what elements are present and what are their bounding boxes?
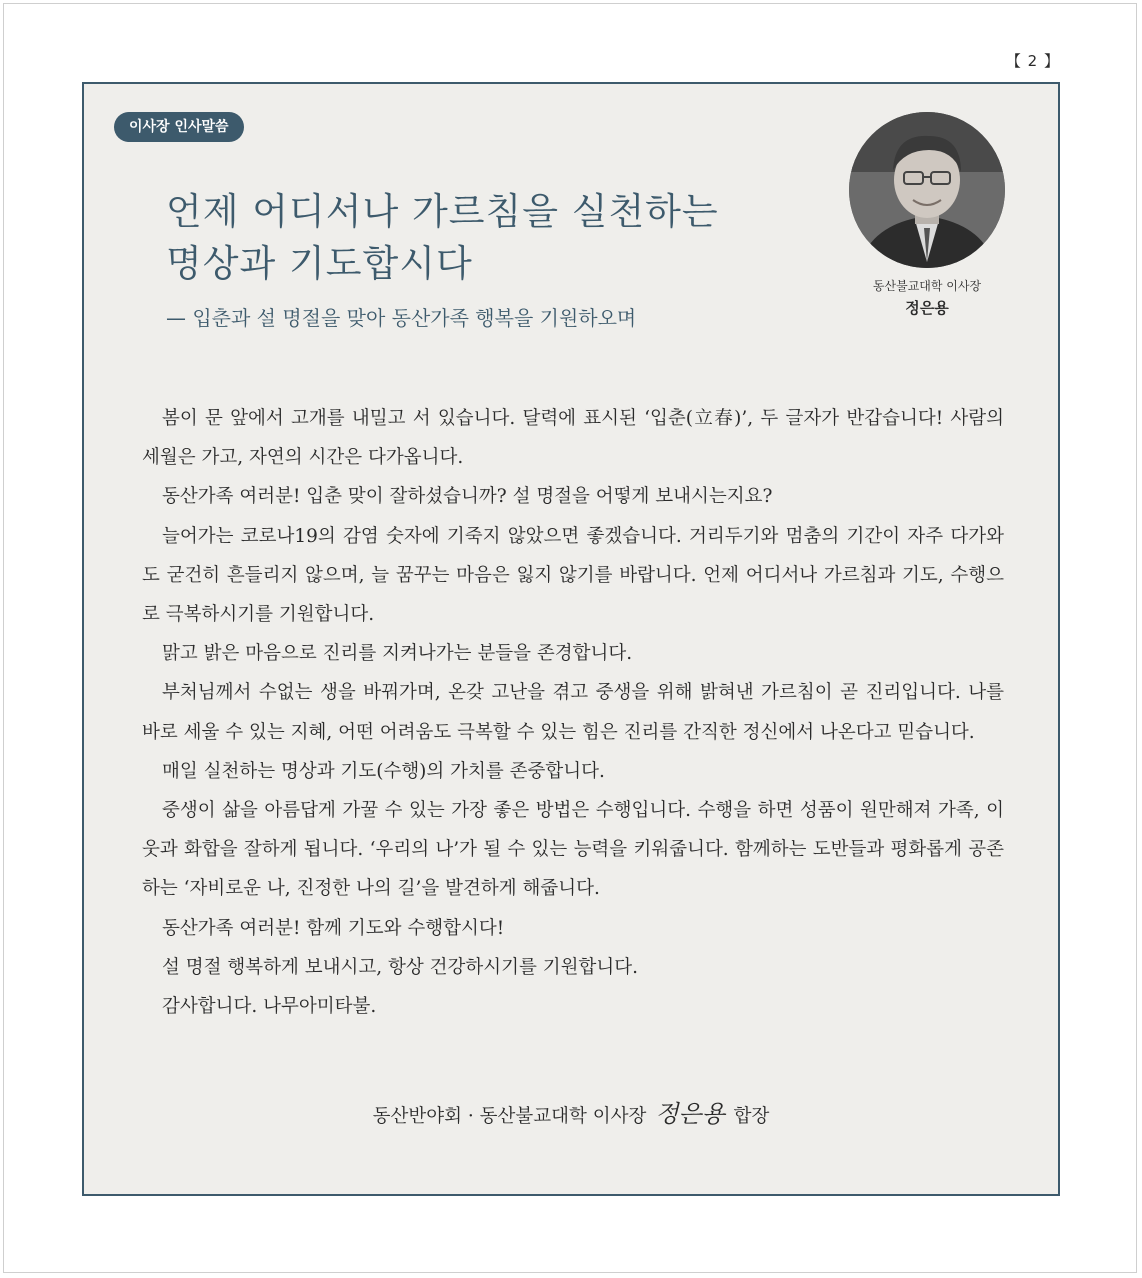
letter-body [142, 399, 1004, 1026]
headline-line-1: 언제 어디서나 가르침을 실천하는 [166, 190, 719, 233]
paragraph: 부처님께서 수없는 생을 바꿔가며, 온갖 고난을 겪고 중생을 위해 밝혀낸 가르침이 곧 진리입니다. 나를 바로 세울 수 있는 지혜, 어떤 어려움도 극복할 수 있는 힘은 진리를 간직한 정신에서 나온다고 믿습니다. [142, 682, 1004, 743]
paragraph: 설 명절 행복하게 보내시고, 항상 건강하시기를 기원합니다. [162, 956, 638, 978]
signoff [84, 1094, 1058, 1129]
caption-role: 동산불교대학 이사장 [872, 279, 982, 293]
headline [166, 186, 806, 290]
signoff-suffix: 합장 [733, 1106, 770, 1127]
signoff-prefix: 동산반야회 · 동산불교대학 이사장 [372, 1106, 647, 1127]
paragraph: 동산가족 여러분! 입춘 맞이 잘하셨습니까? 설 명절을 어떻게 보내시는지요? [162, 486, 773, 508]
paragraph: 매일 실천하는 명상과 기도(수행)의 가치를 존중합니다. [162, 760, 605, 782]
subtitle: — 입춘과 설 명절을 맞아 동산가족 행복을 기원하오며 [166, 306, 637, 330]
paragraph: 늘어가는 코로나19의 감염 숫자에 기죽지 않았으면 좋겠습니다. 거리두기와 멈춤의 기간이 자주 다가와도 굳건히 흔들리지 않으며, 늘 꿈꾸는 마음은 잃지 않기를 바랍니다. 언제 어디서나 가르침과 기도, 수행으로 극복하시기를 기원합니다. [142, 525, 1004, 626]
headline-line-2: 명상과 기도합시다 [166, 242, 473, 285]
paragraph: 맑고 밝은 마음으로 진리를 지켜나가는 분들을 존경합니다. [162, 643, 633, 665]
paragraph: 감사합니다. 나무아미타불. [162, 996, 377, 1018]
paragraph: 동산가족 여러분! 함께 기도와 수행합시다! [162, 917, 505, 939]
portrait-photo [849, 112, 1005, 268]
paragraph: 봄이 문 앞에서 고개를 내밀고 서 있습니다. 달력에 표시된 ‘입춘(立春)’, 두 글자가 반갑습니다! 사람의 세월은 가고, 자연의 시간은 다가옵니다. [142, 408, 1004, 469]
portrait-caption [824, 277, 1030, 318]
paragraph: 중생이 삶을 아름답게 가꿀 수 있는 가장 좋은 방법은 수행입니다. 수행을 하면 성품이 원만해져 가족, 이웃과 화합을 잘하게 됩니다. ‘우리의 나’가 될 수 있는 능력을 키워줍니다. 함께하는 도반들과 평화롭게 공존하는 ‘자비로운 나, 진정한 나의 길’을 발견하게 해줍니다. [142, 800, 1004, 900]
signature-name: 정은용 [655, 1100, 725, 1128]
page-number: 【 2 】 [1005, 52, 1060, 70]
greeting-panel [82, 82, 1060, 1196]
caption-name: 정은용 [905, 299, 949, 317]
section-badge: 이사장 인사말씀 [114, 112, 244, 142]
